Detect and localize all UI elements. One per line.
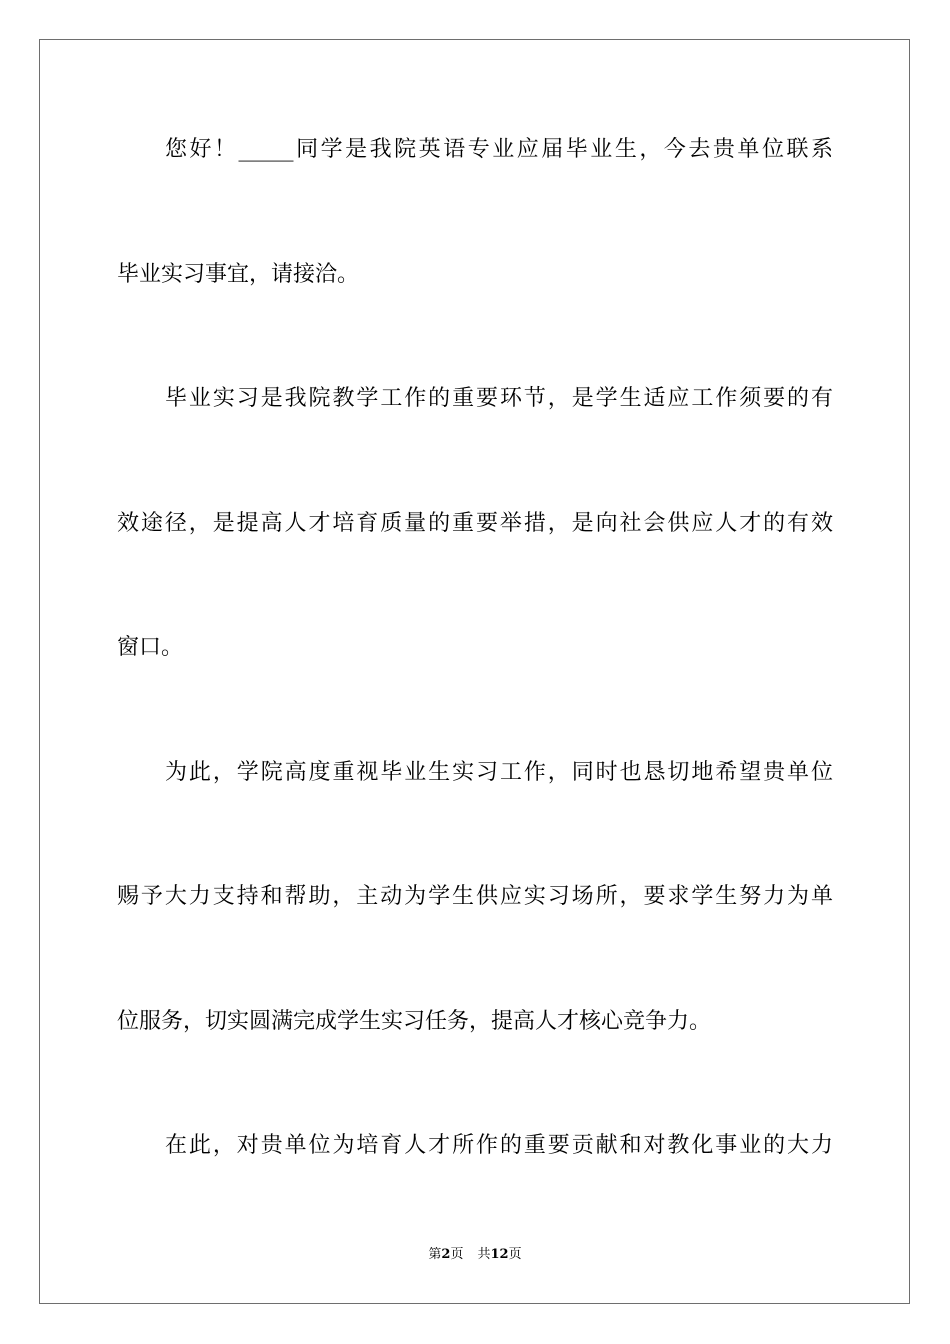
page-current: 2 [441,1247,451,1262]
page-total: 12 [490,1247,509,1262]
paragraph-1-line-1: 您好！_____同学是我院英语专业应届毕业生，今去贵单位联系 [165,137,833,162]
paragraph-2-line-3: 窗口。 [117,635,184,660]
page-border [39,39,910,1304]
paragraph-4-line-1: 在此，对贵单位为培育人才所作的重要贡献和对教化事业的大力 [165,1133,833,1158]
page-suffix: 页 [450,1247,464,1262]
paragraph-1-line-2: 毕业实习事宜，请接洽。 [117,262,360,287]
paragraph-3-line-2: 赐予大力支持和帮助，主动为学生供应实习场所，要求学生努力为单 [117,884,833,909]
page-footer [0,1247,950,1263]
paragraph-3-line-3: 位服务，切实圆满完成学生实习任务，提高人才核心竞争力。 [117,1009,712,1034]
total-prefix: 共 [477,1247,491,1262]
paragraph-2-line-1: 毕业实习是我院教学工作的重要环节，是学生适应工作须要的有 [165,386,833,411]
paragraph-2-line-2: 效途径，是提高人才培育质量的重要举措，是向社会供应人才的有效 [117,511,833,536]
page-prefix: 第 [428,1247,442,1262]
paragraph-3-line-1: 为此，学院高度重视毕业生实习工作，同时也恳切地希望贵单位 [165,760,833,785]
total-suffix: 页 [508,1247,522,1262]
